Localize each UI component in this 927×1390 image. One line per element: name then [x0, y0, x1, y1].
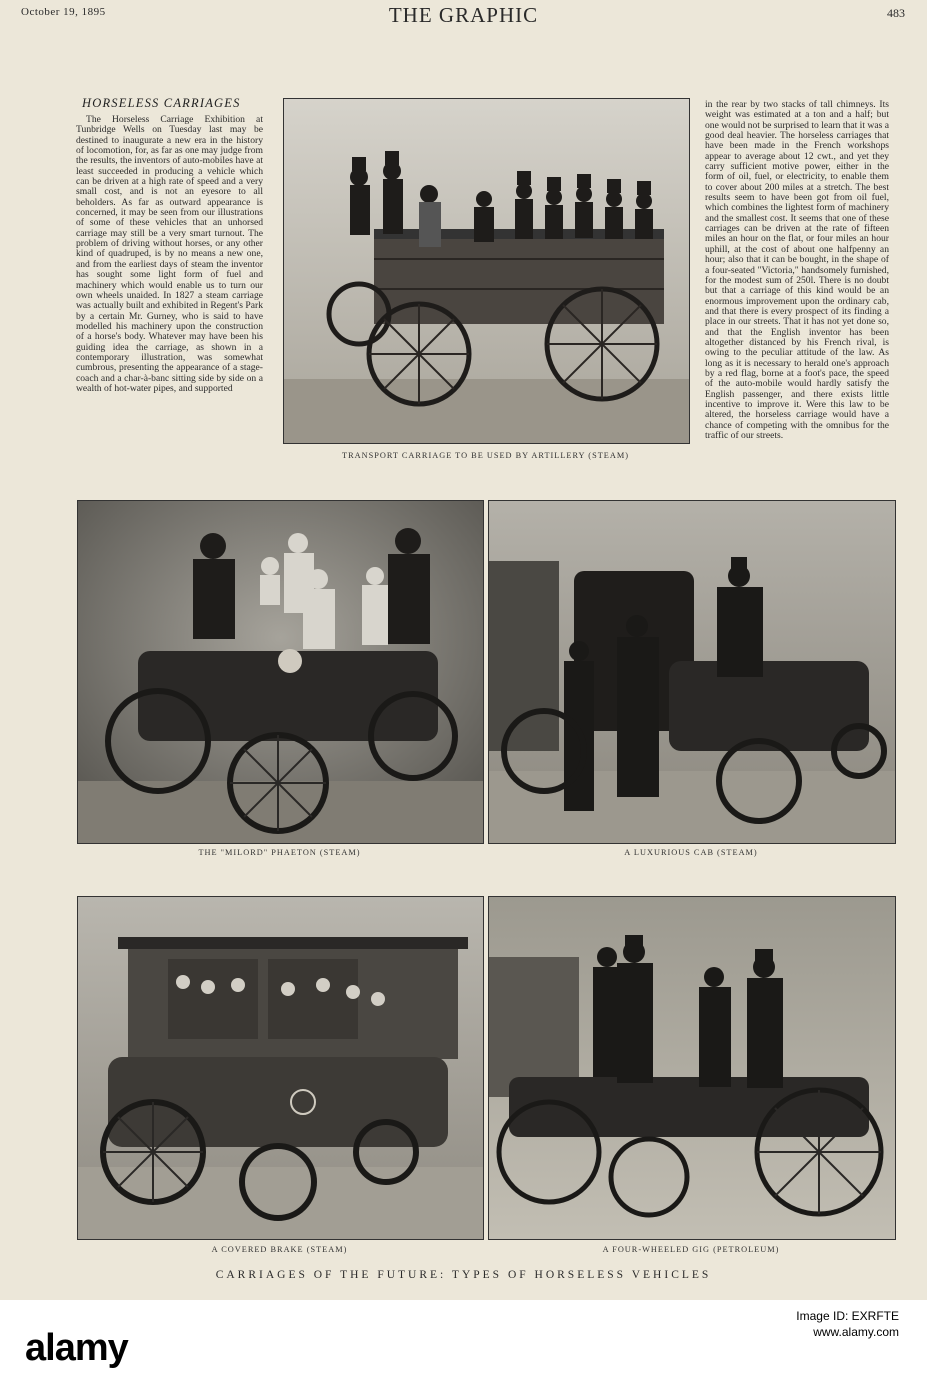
- caption-covered-brake: A COVERED BRAKE (STEAM): [211, 1245, 348, 1254]
- photo-covered-brake: [77, 896, 484, 1240]
- stock-website: www.alamy.com: [813, 1325, 899, 1339]
- page-number: 483: [887, 6, 905, 20]
- stock-image-id: Image ID: EXRFTE: [796, 1309, 899, 1323]
- photo-transport-carriage: [283, 98, 690, 444]
- article-column-right: in the rear by two stacks of tall chimneys. Its weight was estimated at a ton and a half; but one would not be surprised to learn that it was a good deal heavier. The horseless carriages that have been made in the French workshops appear to average about 12 cwt., and yet they carry sufficient motive power, either in the form of oil, fuel, or electricity, to enable them to cover about 200 miles at a stretch. The best results seem to have been got from oil fuel, which combines the lightest form of machinery and the smallest cost. It seems that one of these carriages can be driven at the rate of fifteen miles an hour on the flat, or four miles an hour uphill, at the cost of about one halfpenny an hour; also that it can be bought, in the shape of a four-seated "Victoria," handsomely furnished, for the modest sum of 250l. There is no doubt but that a carriage of this kind would be an enormous improvement upon the ordinary cab, and that there is every prospect of its finding a place in our streets. That it has not yet done so, and that the English inventor has been altogether distanced by his French rival, is owing to the peculiar attitude of the law. As long as it is necessary to herald one's approach by a red flag, borne at a foot's pace, the speed of the auto-mobile would hardly satisfy the English passenger, and there exists little incentive to improve it. Were this law to be altered, the horseless carriage would have a chance of competing with the omnibus for the traffic of our streets.: [705, 100, 889, 441]
- caption-luxurious-cab: A LUXURIOUS CAB (STEAM): [624, 848, 758, 857]
- photo-four-wheeled-gig: [488, 896, 896, 1240]
- caption-four-wheeled-gig: A FOUR-WHEELED GIG (PETROLEUM): [602, 1245, 780, 1254]
- stock-footer-bar: [0, 1300, 927, 1390]
- article-title: HORSELESS CARRIAGES: [82, 96, 241, 110]
- article-column-left: The Horseless Carriage Exhibition at Tunbridge Wells on Tuesday last may be destined to inaugurate a new era in the history of locomotion, for, as far as one may judge from the results, the inventors of auto-mobiles have at least succeeded in producing a vehicle which can be driven at a high rate of speed and a very small cost, and is not an eyesore to all beholders. As far as outward appearance is concerned, it may be seen from our illustrations of some of these vehicles that an unhorsed carriage may still be a very smart turnout. The problem of driving without horses, or any other kind of quadruped, is by no means a new one, and from the earliest days of steam the inventor has sought some light form of fuel and machinery which would enable us to turn our own wheels unaided. In 1827 a steam carriage was actually built and exhibited in Regent's Park by a certain Mr. Gurney, who is said to have modelled his machinery upon the construction of a horse's body. Whatever may have been his guiding idea the carriage, as shown in a contemporary illustration, was somewhat cumbrous, presenting the appearance of a stage-coach and a char-à-banc sitting side by side on a wealth of hot-water pipes, and supported: [76, 115, 263, 394]
- caption-transport-carriage: TRANSPORT CARRIAGE TO BE USED BY ARTILLERY (STEAM): [342, 451, 629, 460]
- page-main-caption: CARRIAGES OF THE FUTURE: TYPES OF HORSELESS VEHICLES: [215, 1269, 712, 1281]
- masthead-title: THE GRAPHIC: [388, 3, 539, 27]
- photo-luxurious-cab: [488, 500, 896, 844]
- stock-logo: alamy: [25, 1327, 128, 1369]
- issue-date: October 19, 1895: [21, 6, 106, 18]
- photo-milord-phaeton: [77, 500, 484, 844]
- caption-milord-phaeton: THE "MILORD" PHAETON (STEAM): [198, 848, 361, 857]
